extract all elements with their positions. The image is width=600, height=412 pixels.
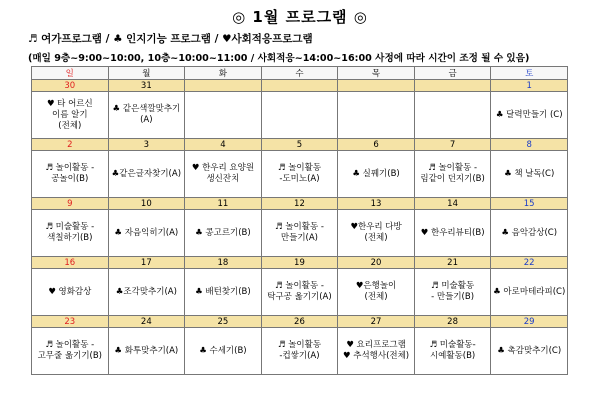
program-cell — [338, 269, 415, 316]
program-text: ♣같은글자찾기(A) — [111, 168, 182, 179]
date-number: 19 — [261, 257, 338, 269]
date-number: 20 — [338, 257, 415, 269]
date-number: 23 — [32, 316, 109, 328]
date-number: 6 — [338, 139, 415, 151]
program-text: ♣조각맞추기(A) — [115, 286, 177, 297]
program-text: ♣ 같은색깔맞추기 (A) — [112, 104, 181, 125]
weekday-header: 일 — [32, 67, 109, 80]
date-number: 14 — [414, 198, 491, 210]
program-text: ♣ 콩고르기(B) — [195, 227, 251, 238]
program-cell — [32, 210, 109, 257]
program-text: ♥ 영화감상 — [48, 286, 92, 297]
date-number: 30 — [32, 80, 109, 92]
program-cell — [414, 210, 491, 257]
date-number: 7 — [414, 139, 491, 151]
program-text: ♥ 한우리뷰티(B) — [420, 227, 485, 238]
date-number: 31 — [108, 80, 185, 92]
date-number: 10 — [108, 198, 185, 210]
program-cell — [491, 92, 568, 139]
date-number: 11 — [185, 198, 262, 210]
program-text: ♣ 화투맞추기(A) — [114, 345, 179, 356]
date-row — [32, 316, 568, 328]
program-cell — [32, 92, 109, 139]
calendar-table — [31, 66, 568, 375]
program-text: ♣ 실꿰기(B) — [352, 168, 400, 179]
weekday-header: 월 — [108, 67, 185, 80]
program-text: ♬ 놀이활동 - 고무줄 옮기기(B) — [37, 340, 102, 361]
date-number — [414, 80, 491, 92]
date-number: 26 — [261, 316, 338, 328]
program-legend: ♬ 여가프로그램 / ♣ 인지기능 프로그램 / ♥사회적응프로그램 — [28, 33, 313, 45]
date-number: 4 — [185, 139, 262, 151]
date-row — [32, 198, 568, 210]
date-number: 18 — [185, 257, 262, 269]
program-text: ♬ 놀이활동 - 공놀이(B) — [45, 163, 95, 184]
page-title: ◎ 1월 프로그램 ◎ — [232, 8, 368, 26]
date-number: 9 — [32, 198, 109, 210]
program-row — [32, 210, 568, 257]
weekday-header: 금 — [414, 67, 491, 80]
program-text: ♣ 음악감상(C) — [501, 227, 558, 238]
date-number: 28 — [414, 316, 491, 328]
program-text: ♥은행놀이 (전체) — [355, 281, 397, 302]
schedule-hours-note: (매일 9층~9:00~10:00, 10층~10:00~11:00 / 사회적응~14:00~16:00 사정에 따라 시간이 조정 될 수 있음) — [28, 53, 530, 64]
program-row — [32, 328, 568, 375]
date-number: 25 — [185, 316, 262, 328]
date-number — [185, 80, 262, 92]
program-row — [32, 151, 568, 198]
date-number — [338, 80, 415, 92]
weekday-header: 목 — [338, 67, 415, 80]
date-row — [32, 139, 568, 151]
date-number: 2 — [32, 139, 109, 151]
date-number: 1 — [491, 80, 568, 92]
program-cell — [414, 269, 491, 316]
program-text: ♣ 배턴찾기(B) — [195, 286, 251, 297]
program-cell — [108, 269, 185, 316]
program-cell — [108, 210, 185, 257]
program-cell — [414, 92, 491, 139]
program-cell — [261, 328, 338, 375]
program-text: ♣ 달력만들기 (C) — [495, 109, 563, 120]
weekday-header: 수 — [261, 67, 338, 80]
program-text: ♥ 한우리 요양원 생신잔치 — [191, 163, 255, 184]
date-number — [261, 80, 338, 92]
program-cell — [108, 92, 185, 139]
program-text: ♣ 책 날독(C) — [504, 168, 555, 179]
program-cell — [32, 151, 109, 198]
program-row — [32, 269, 568, 316]
date-row — [32, 257, 568, 269]
program-cell — [32, 328, 109, 375]
program-text: ♬ 놀이활동 -도미노(A) — [277, 163, 322, 184]
program-cell — [108, 328, 185, 375]
program-text: ♬ 놀이활동 - 림같이 던지기(B) — [420, 163, 485, 184]
program-text: ♬ 미술활동- 시예활동(B) — [429, 340, 476, 361]
date-number: 21 — [414, 257, 491, 269]
program-cell — [491, 328, 568, 375]
program-cell — [414, 328, 491, 375]
date-number: 12 — [261, 198, 338, 210]
program-text: ♣ 수세기(B) — [199, 345, 247, 356]
program-text: ♥한우리 다방 (전체) — [350, 222, 402, 243]
program-cell — [261, 92, 338, 139]
program-text: ♣ 아로마테라피(C) — [493, 286, 566, 297]
program-row — [32, 92, 568, 139]
date-number: 29 — [491, 316, 568, 328]
weekday-header-row — [32, 67, 568, 80]
program-text: ♥ 요리프로그램 ♥ 추석행사(전체) — [342, 340, 410, 361]
program-text: ♬ 놀이활동 - 탁구공 옮기기(A) — [267, 281, 332, 302]
program-cell — [185, 210, 262, 257]
date-number: 22 — [491, 257, 568, 269]
program-cell — [108, 151, 185, 198]
program-cell — [491, 151, 568, 198]
program-text: ♬ 미술활동 - 색칠하기(B) — [45, 222, 95, 243]
date-number: 27 — [338, 316, 415, 328]
program-cell — [338, 151, 415, 198]
program-text: ♬ 미술활동 - 만들기(B) — [431, 281, 475, 302]
program-cell — [185, 92, 262, 139]
program-cell — [261, 151, 338, 198]
program-cell — [338, 210, 415, 257]
date-number: 13 — [338, 198, 415, 210]
program-text: ♣ 자음익히기(A) — [114, 227, 179, 238]
program-cell — [185, 151, 262, 198]
weekday-header: 토 — [491, 67, 568, 80]
program-cell — [414, 151, 491, 198]
date-number: 16 — [32, 257, 109, 269]
program-cell — [491, 210, 568, 257]
program-text: ♬ 놀이활동 - 만들기(A) — [275, 222, 324, 243]
date-row — [32, 80, 568, 92]
weekday-header: 화 — [185, 67, 262, 80]
date-number: 5 — [261, 139, 338, 151]
program-cell — [338, 92, 415, 139]
program-cell — [185, 328, 262, 375]
date-number: 24 — [108, 316, 185, 328]
date-number: 8 — [491, 139, 568, 151]
program-cell — [261, 269, 338, 316]
program-text: ♬ 놀이활동 -컵쌓기(A) — [277, 340, 322, 361]
date-number: 3 — [108, 139, 185, 151]
program-text: ♣ 촉감맞추기(C) — [497, 345, 562, 356]
program-text: ♥ 타 어르신 이름 알기 (전체) — [46, 98, 93, 131]
program-cell — [261, 210, 338, 257]
date-number: 15 — [491, 198, 568, 210]
program-cell — [338, 328, 415, 375]
program-cell — [32, 269, 109, 316]
date-number: 17 — [108, 257, 185, 269]
program-cell — [491, 269, 568, 316]
program-cell — [185, 269, 262, 316]
